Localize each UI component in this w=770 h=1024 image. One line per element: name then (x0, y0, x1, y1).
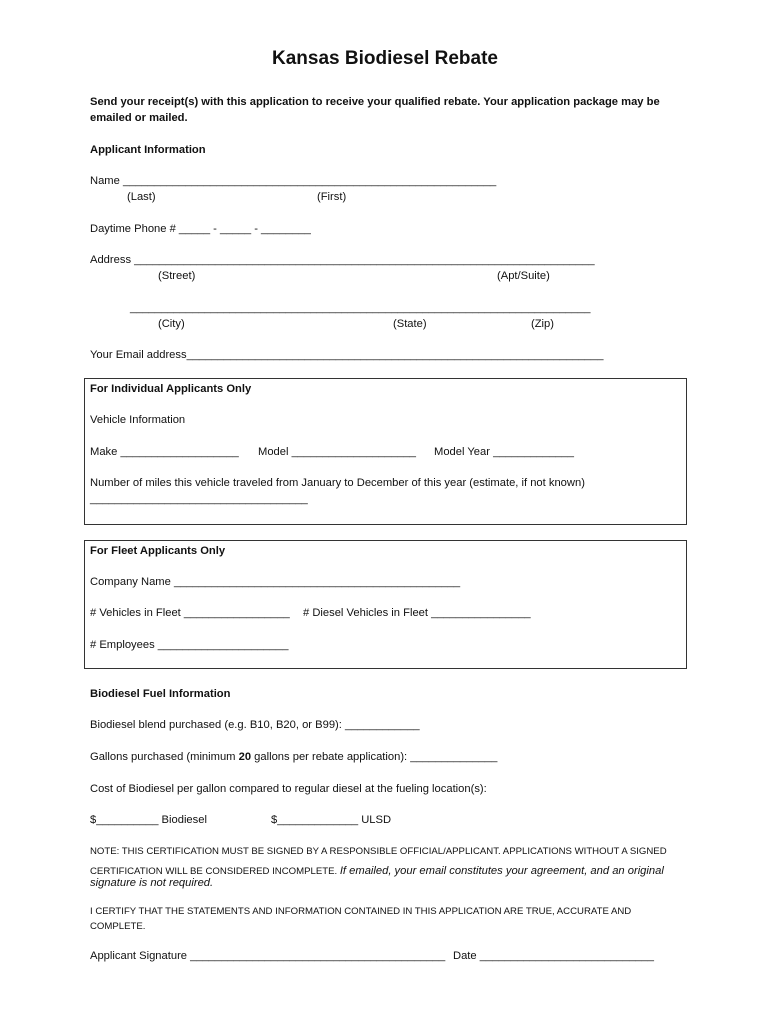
note-line-1: NOTE: THIS CERTIFICATION MUST BE SIGNED BY A RESPONSIBLE OFFICIAL/APPLICANT. APPLICATIONS WITHOUT A SIGNED (90, 846, 667, 857)
employees-field[interactable]: # Employees _____________________ (90, 639, 289, 651)
company-name-field[interactable]: Company Name ______________________________________________ (90, 576, 461, 588)
date-field[interactable]: Date ____________________________ (453, 950, 654, 962)
biodiesel-price-field[interactable]: $__________ Biodiesel (90, 814, 207, 826)
note-line-2-italic: If emailed, your email constitutes your agreement, and an original (339, 865, 664, 877)
name-field[interactable]: Name ____________________________________________________________ (90, 175, 497, 187)
gallons-minimum: 20 (238, 751, 252, 763)
fleet-heading: For Fleet Applicants Only (90, 545, 226, 557)
note-line-3: signature is not required. (90, 877, 214, 889)
city-caption: (City) (158, 318, 185, 330)
phone-field[interactable]: Daytime Phone # _____ - _____ - ________ (90, 223, 311, 235)
gallons-label-a: Gallons purchased (minimum (90, 751, 239, 763)
certify-line-2: COMPLETE. (90, 921, 146, 932)
vehicle-info-label: Vehicle Information (90, 414, 186, 426)
miles-field[interactable]: ___________________________________ (90, 493, 308, 505)
address-field[interactable]: Address __________________________________________________________________________ (90, 254, 595, 266)
note-line-2-caps: CERTIFICATION WILL BE CONSIDERED INCOMPLETE. (90, 866, 340, 877)
zip-caption: (Zip) (531, 318, 554, 330)
blend-field[interactable]: Biodiesel blend purchased (e.g. B10, B20, or B99): ____________ (90, 719, 420, 731)
vehicles-in-fleet-field[interactable]: # Vehicles in Fleet _________________ (90, 607, 290, 619)
certify-line-1: I CERTIFY THAT THE STATEMENTS AND INFORMATION CONTAINED IN THIS APPLICATION ARE TRUE, ACCURATE AND (90, 906, 632, 917)
fuel-heading: Biodiesel Fuel Information (90, 688, 231, 700)
applicant-heading: Applicant Information (90, 144, 206, 156)
apt-caption: (Apt/Suite) (497, 270, 550, 282)
first-name-caption: (First) (317, 191, 347, 203)
cost-label: Cost of Biodiesel per gallon compared to regular diesel at the fueling location(s): (90, 783, 487, 795)
gallons-label-c: gallons per rebate application): ______________ (251, 751, 498, 763)
signature-field[interactable]: Applicant Signature _________________________________________ (90, 950, 446, 962)
model-year-field[interactable]: Model Year _____________ (434, 446, 574, 458)
state-caption: (State) (393, 318, 427, 330)
intro-line-2: emailed or mailed. (90, 112, 188, 124)
make-field[interactable]: Make ___________________ (90, 446, 239, 458)
intro-line-1: Send your receipt(s) with this application to receive your qualified rebate. Your application package may be (90, 96, 660, 108)
email-field[interactable]: Your Email address___________________________________________________________________ (90, 349, 604, 361)
diesel-vehicles-field[interactable]: # Diesel Vehicles in Fleet ________________ (303, 607, 531, 619)
ulsd-price-field[interactable]: $_____________ ULSD (271, 814, 392, 826)
street-caption: (Street) (158, 270, 196, 282)
last-name-caption: (Last) (127, 191, 156, 203)
individual-heading: For Individual Applicants Only (90, 383, 252, 395)
address-line-2-field[interactable]: __________________________________________________________________________ (130, 302, 591, 314)
gallons-field[interactable] (90, 751, 497, 763)
miles-label: Number of miles this vehicle traveled from January to December of this year (estimate, if not known) (90, 477, 585, 489)
page-title: Kansas Biodiesel Rebate (272, 48, 498, 69)
model-field[interactable]: Model ____________________ (258, 446, 417, 458)
